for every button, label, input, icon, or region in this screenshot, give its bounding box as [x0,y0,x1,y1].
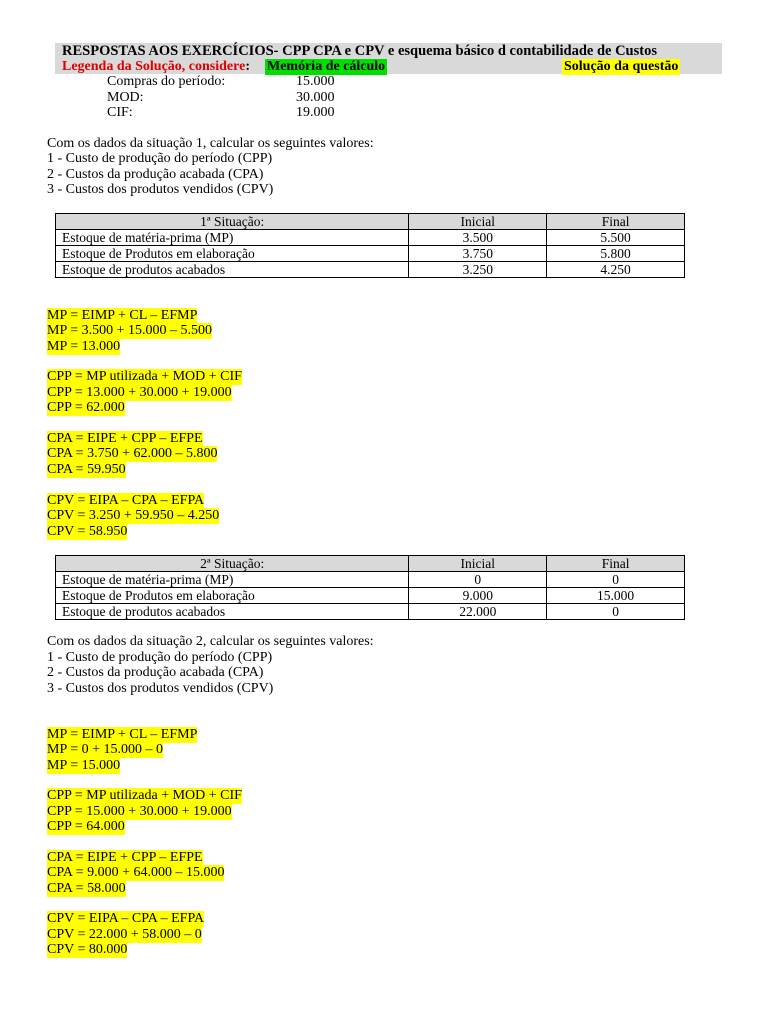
table-cell: Estoque de produtos acabados [56,262,409,278]
table-cell: Estoque de Produtos em elaboração [56,588,409,604]
table-cell: 9.000 [409,588,547,604]
s1-calc-line: MP = EIMP + CL – EFMP [47,308,198,323]
given-value-purchases: 15.000 [296,74,335,89]
table-header-row [56,214,685,230]
s1-calc-line: CPP = MP utilizada + MOD + CIF [47,369,242,384]
s1-calc-line: CPA = 3.750 + 62.000 – 5.800 [47,446,218,461]
table-cell: 3.500 [409,230,547,246]
s2-calc-line: CPA = 9.000 + 64.000 – 15.000 [47,865,225,880]
s2-calc-line: MP = EIMP + CL – EFMP [47,727,198,742]
table-cell: Estoque de produtos acabados [56,604,409,620]
s1-calc-line: CPV = 3.250 + 59.950 – 4.250 [47,508,220,523]
table-row [56,604,685,620]
given-value-cif: 19.000 [296,105,335,120]
s2-calc-line: CPV = EIPA – CPA – EFPA [47,911,205,926]
table-header-cell: Inicial [409,214,547,230]
s1-intro-line: 2 - Custos da produção acabada (CPA) [47,167,264,182]
table-cell: Estoque de Produtos em elaboração [56,246,409,262]
page-title: RESPOSTAS AOS EXERCÍCIOS- CPP CPA e CPV e esquema básico d contabilidade de Custos [62,43,657,59]
s2-calc-line: MP = 15.000 [47,758,121,773]
s2-calc-line: CPP = MP utilizada + MOD + CIF [47,788,242,803]
table-cell: Estoque de matéria-prima (MP) [56,572,409,588]
table-row [56,230,685,246]
table-cell: 5.500 [547,230,685,246]
table-header-cell: Final [547,214,685,230]
table-header-cell: 1ª Situação: [56,214,409,230]
legend-calc-memory: Memória de cálculo [267,59,386,74]
s1-calc-line: CPA = 59.950 [47,462,126,477]
s2-calc-line: CPP = 64.000 [47,819,125,834]
table-cell: Estoque de matéria-prima (MP) [56,230,409,246]
s2-calc-line: CPA = 58.000 [47,881,126,896]
table-header-cell: Final [547,556,685,572]
s2-calc-line: CPA = EIPE + CPP – EFPE [47,850,203,865]
table-cell: 0 [547,572,685,588]
s2-intro-line: 1 - Custo de produção do período (CPP) [47,650,273,665]
legend-label [62,59,250,75]
table-cell: 5.800 [547,246,685,262]
table-cell: 0 [547,604,685,620]
legend-label-text: Legenda da Solução, considere [62,59,246,74]
table-row [56,588,685,604]
s1-calc-line: CPV = EIPA – CPA – EFPA [47,493,205,508]
table-cell: 15.000 [547,588,685,604]
table-header-row [56,556,685,572]
given-label-mod: MOD: [107,90,144,105]
s1-calc-line: CPA = EIPE + CPP – EFPE [47,431,203,446]
s1-intro-line: 3 - Custos dos produtos vendidos (CPV) [47,182,274,197]
given-value-mod: 30.000 [296,90,335,105]
s2-calc-line: MP = 0 + 15.000 – 0 [47,742,164,757]
s1-intro-line: Com os dados da situação 1, calcular os seguintes valores: [47,136,374,151]
given-label-cif: CIF: [107,105,133,120]
table-cell: 0 [409,572,547,588]
situation-1-table [55,213,685,278]
s1-calc-line: MP = 13.000 [47,339,121,354]
table-cell: 22.000 [409,604,547,620]
s1-calc-line: CPP = 62.000 [47,400,125,415]
table-header-cell: Inicial [409,556,547,572]
table-row [56,246,685,262]
s2-intro-line: 3 - Custos dos produtos vendidos (CPV) [47,681,274,696]
table-row [56,262,685,278]
table-header-cell: 2ª Situação: [56,556,409,572]
s1-calc-line: MP = 3.500 + 15.000 – 5.500 [47,323,213,338]
legend-solution: Solução da questão [564,59,679,74]
s1-calc-line: CPV = 58.950 [47,524,128,539]
situation-2-table [55,555,685,620]
legend-colon: : [245,59,250,74]
s2-calc-line: CPP = 15.000 + 30.000 + 19.000 [47,804,232,819]
s1-intro-line: 1 - Custo de produção do período (CPP) [47,151,273,166]
s1-calc-line: CPP = 13.000 + 30.000 + 19.000 [47,385,232,400]
given-label-purchases: Compras do período: [107,74,226,89]
table-cell: 4.250 [547,262,685,278]
table-cell: 3.750 [409,246,547,262]
s2-calc-line: CPV = 80.000 [47,942,128,957]
s2-intro-line: Com os dados da situação 2, calcular os seguintes valores: [47,634,374,649]
table-cell: 3.250 [409,262,547,278]
s2-intro-line: 2 - Custos da produção acabada (CPA) [47,665,264,680]
table-row [56,572,685,588]
s2-calc-line: CPV = 22.000 + 58.000 – 0 [47,927,202,942]
